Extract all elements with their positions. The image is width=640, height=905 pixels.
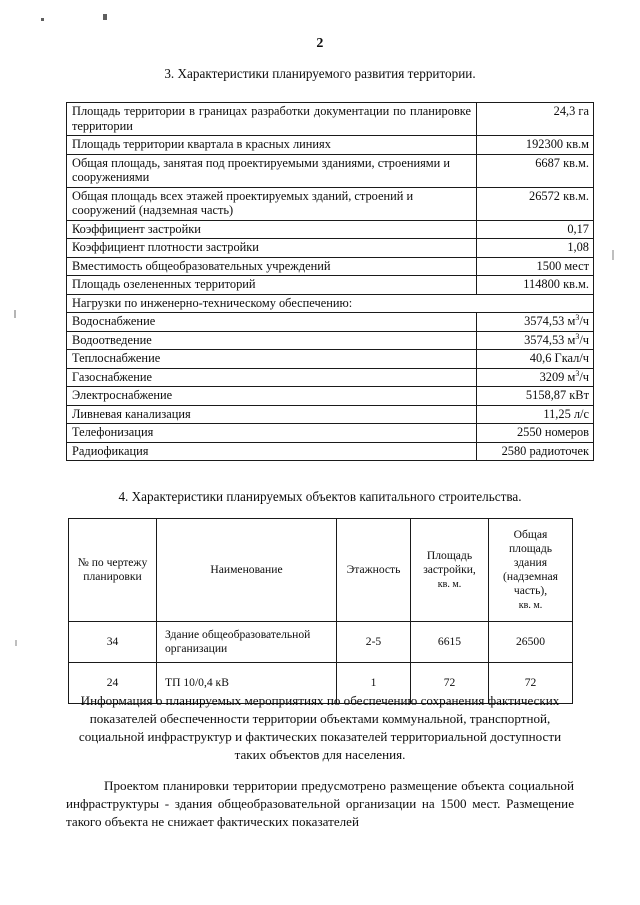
table-row (67, 276, 594, 295)
row-label: Электроснабжение (67, 387, 477, 406)
row-value: 24,3 га (477, 103, 594, 136)
row-value (477, 405, 594, 424)
row-value: 114800 кв.м. (477, 276, 594, 295)
row-value-number: 2550 номеров (516, 425, 589, 439)
cell-build-area: 6615 (411, 622, 489, 663)
row-value (477, 331, 594, 350)
cell-floors: 2-5 (337, 622, 411, 663)
table-row (67, 424, 594, 443)
row-value (477, 442, 594, 461)
row-value-unit-suffix: /ч (579, 332, 589, 347)
row-value-unit-suffix: /ч (579, 314, 589, 328)
row-value-number: 3574,53 м (524, 314, 576, 328)
row-value-number: 3209 м (539, 369, 576, 384)
row-value-unit-suffix: /ч (579, 369, 589, 384)
cell-number: 24 (69, 663, 157, 704)
col-header-total-area-line6: кв. м. (518, 599, 543, 611)
scan-speckle (612, 250, 614, 260)
row-label: Газоснабжение (67, 368, 477, 387)
row-label: Водоотведение (67, 331, 477, 350)
row-value-exponent: 3 (575, 331, 580, 341)
table-row (67, 350, 594, 369)
section-heading-3: 3. Характеристики планируемого развития территории. (164, 66, 476, 81)
table-row (67, 313, 594, 332)
paragraph-infrastructure-info: Информация о планируемых мероприятиях по обеспечению сохранения фактических показателей обеспеченности территории объектами коммунальной, транспортной, социальной инфраструктур и фактических показателей территориальной доступности таких объектов для населения. (78, 693, 562, 763)
table-head (69, 519, 573, 622)
col-header-build-area-line2: застройки, (423, 563, 476, 576)
table-row (67, 387, 594, 406)
page-number: 2 (316, 36, 324, 51)
scan-speckle (41, 18, 44, 21)
cell-name: ТП 10/0,4 кВ (157, 663, 337, 704)
table-planned-development-characteristics (66, 102, 594, 461)
row-value-exponent: 3 (575, 368, 580, 378)
col-header-total-area (489, 519, 573, 622)
row-label: Коэффициент плотности застройки (67, 239, 477, 258)
col-header-total-area-line1: Общая (513, 528, 548, 542)
row-value (477, 368, 594, 387)
col-header-total-area-line3: здания (513, 556, 548, 570)
row-label: Площадь озелененных территорий (67, 276, 477, 295)
table-group-row (67, 294, 594, 313)
cell-build-area: 72 (411, 663, 489, 704)
row-label: Общая площадь, занятая под проектируемыми зданиями, строениями и сооружениями (67, 154, 477, 187)
col-header-total-area-line4: (надземная (503, 569, 558, 583)
table-row (67, 136, 594, 155)
row-value-number: 40,6 Гкал/ч (529, 351, 589, 365)
row-label: Вместимость общеобразовательных учреждений (67, 257, 477, 276)
cell-total-area: 72 (489, 663, 573, 704)
table-row (67, 405, 594, 424)
col-header-total-area-line5: часть), (513, 583, 548, 597)
row-value: 192300 кв.м (477, 136, 594, 155)
row-value: 1,08 (477, 239, 594, 258)
scan-speckle (103, 14, 107, 20)
table-row (67, 187, 594, 220)
row-value: 6687 кв.м. (477, 154, 594, 187)
table-row (67, 257, 594, 276)
cell-number: 34 (69, 622, 157, 663)
table-row (67, 154, 594, 187)
row-label: Общая площадь всех этажей проектируемых зданий, строений и сооружений (надземная часть) (67, 187, 477, 220)
table-capital-construction-objects (68, 518, 573, 704)
row-value-exponent: 3 (575, 312, 580, 322)
section-heading-4: 4. Характеристики планируемых объектов капитального строительства. (118, 489, 522, 504)
row-value: 1500 мест (477, 257, 594, 276)
cell-total-area: 26500 (489, 622, 573, 663)
table-row (67, 239, 594, 258)
table-header-row (69, 519, 573, 622)
row-value (477, 387, 594, 406)
col-header-build-area-line1: Площадь (426, 549, 473, 563)
row-value-number: 2580 радиоточек (501, 443, 589, 458)
row-value-number: 11,25 л/с (543, 406, 589, 421)
table-body (67, 103, 594, 461)
row-value (477, 424, 594, 443)
row-label: Телефонизация (67, 424, 477, 443)
group-label: Нагрузки по инженерно-техническому обеспечению: (67, 294, 594, 313)
row-label: Ливневая канализация (67, 405, 477, 424)
table-row (67, 331, 594, 350)
row-label: Коэффициент застройки (67, 220, 477, 239)
table-row (69, 622, 573, 663)
scan-speckle (15, 640, 17, 646)
col-header-floors: Этажность (337, 519, 411, 622)
row-label: Площадь территории квартала в красных линиях (67, 136, 477, 155)
table-row (67, 368, 594, 387)
cell-floors: 1 (337, 663, 411, 704)
row-value: 26572 кв.м. (477, 187, 594, 220)
row-label: Площадь территории в границах разработки документации по планировке территории (67, 103, 477, 136)
col-header-build-area (411, 519, 489, 622)
row-value-number: 5158,87 кВт (525, 388, 589, 402)
table-row (67, 103, 594, 136)
table-row (67, 220, 594, 239)
col-header-number: № по чертежу планировки (69, 519, 157, 622)
table-row (67, 442, 594, 461)
scan-speckle (14, 310, 16, 318)
col-header-total-area-line2: площадь (508, 542, 553, 556)
row-value (477, 350, 594, 369)
cell-name: Здание общеобразовательной организации (157, 622, 337, 663)
row-value (477, 313, 594, 332)
row-label: Радиофикация (67, 442, 477, 461)
row-value: 0,17 (477, 220, 594, 239)
row-label: Теплоснабжение (67, 350, 477, 369)
row-value-number: 3574,53 м (524, 332, 576, 347)
col-header-build-area-line3: кв. м. (437, 578, 462, 590)
col-header-name: Наименование (157, 519, 337, 622)
paragraph-project-description: Проектом планировки территории предусмотрено размещение объекта социальной инфраструктуры - здания общеобразовательной организации на 1500 мест. Размещение такого объекта не снижает фактических показателей (66, 778, 574, 830)
row-label: Водоснабжение (67, 313, 477, 332)
